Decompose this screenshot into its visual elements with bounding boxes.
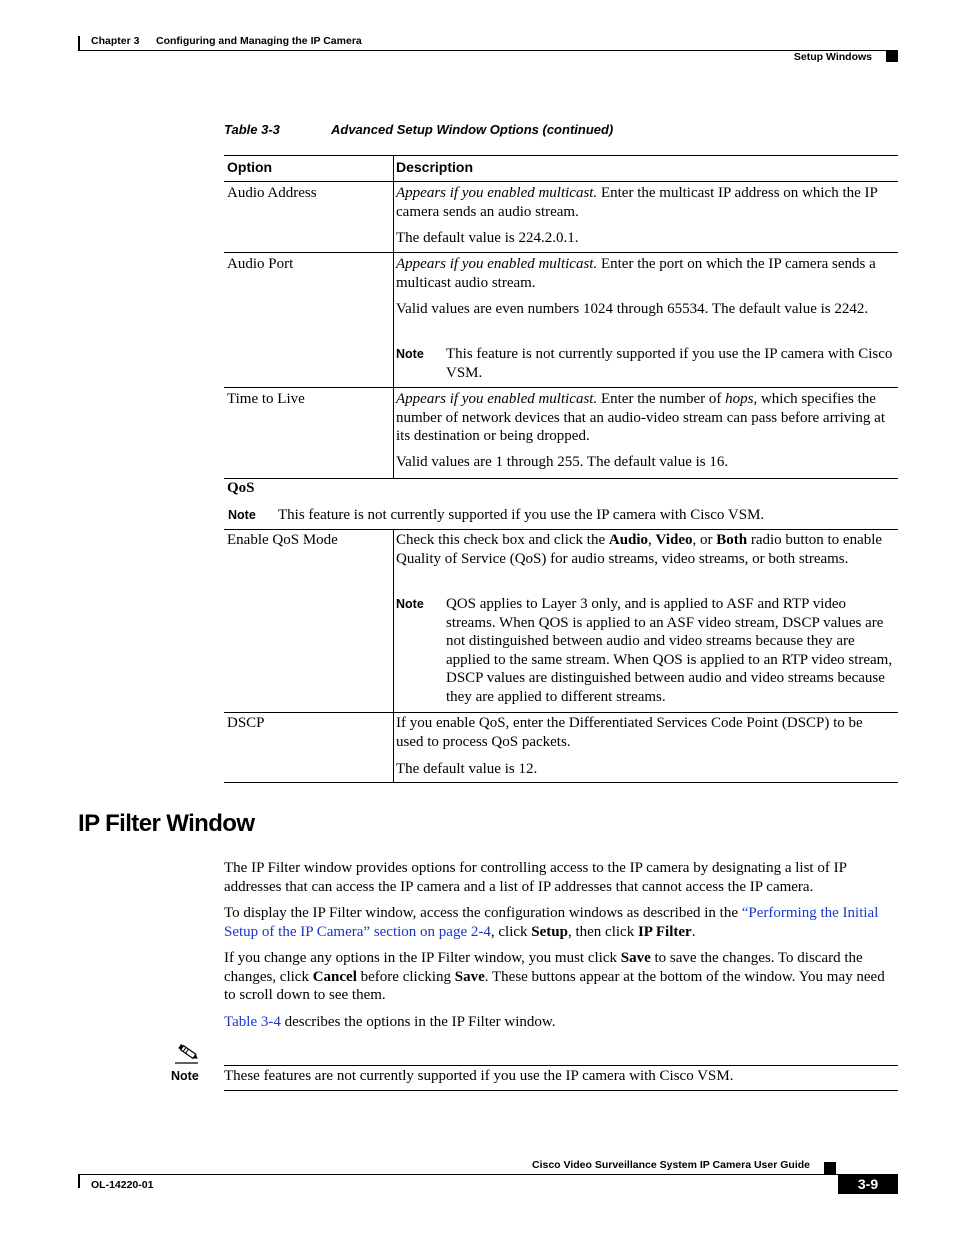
header-section: Setup Windows [793, 51, 872, 63]
text: . [691, 923, 696, 940]
qos-heading: QoS [227, 480, 255, 496]
row-rule [224, 387, 898, 388]
col-description-header: Description [396, 159, 474, 175]
header-chapter-title: Configuring and Managing the IP Camera [156, 35, 362, 47]
note-text: This feature is not currently supported if you use the IP camera with Cisco VSM. [446, 346, 893, 381]
footer-guide-title: Cisco Video Surveillance System IP Camera User Guide [532, 1159, 810, 1171]
footer-marker [824, 1162, 836, 1174]
row-description: If you enable QoS, enter the Differentiated Services Code Point (DSCP) to be used to process QoS packets. [396, 715, 863, 750]
desc-italic: Appears if you enabled multicast. [396, 256, 598, 272]
desc-bold: Both [716, 532, 748, 548]
table-caption-title: Advanced Setup Window Options (continued) [331, 122, 614, 137]
row-rule [224, 529, 898, 530]
row-description [396, 531, 886, 568]
desc-bold: Audio [608, 532, 649, 548]
text: If you change any options in the IP Filter window, you must click [224, 950, 621, 966]
text: . These buttons appear at the bottom of the window. You may need to scroll down to see them. [224, 968, 885, 1004]
table-bottom-rule [224, 782, 898, 783]
pencil-icon [174, 1042, 200, 1066]
row-option: Time to Live [227, 391, 305, 407]
text: , then click [567, 923, 638, 940]
paragraph-2 [224, 904, 898, 941]
row-description [396, 184, 896, 221]
row-description [396, 255, 896, 292]
row-option: Audio Port [227, 256, 294, 272]
row-extra: The default value is 12. [396, 761, 538, 777]
table-top-rule [224, 155, 898, 156]
text: to save the changes. To discard the changes, click [224, 950, 863, 985]
note-bottom-rule [224, 1090, 898, 1091]
row-extra: Valid values are even numbers 1024 through 65534. The default value is 2242. [396, 301, 869, 317]
desc-text: Check this check box and click the [396, 532, 609, 548]
bold-text: Save [454, 968, 485, 985]
text: describes the options in the IP Filter window. [280, 1014, 556, 1030]
text: , click [490, 923, 532, 940]
text: before clicking [356, 968, 455, 985]
desc-text: Enter the number of [597, 391, 726, 407]
desc-italic: Appears if you enabled multicast. [396, 185, 598, 201]
bold-text: Save [620, 950, 651, 966]
table-col-divider [393, 155, 394, 478]
note-label: Note [396, 347, 424, 361]
col-option-header: Option [227, 159, 273, 175]
header-marker [886, 50, 898, 62]
desc-text: , [648, 532, 656, 548]
desc-text: Enter the multicast IP address on which the IP camera sends an audio stream. [396, 185, 878, 220]
desc-text: , which specifies the number of network devices that an audio-video stream can pass before arriving at its destination or being dropped. [396, 391, 885, 445]
header-chapter: Chapter 3 [91, 35, 140, 47]
note-top-rule [224, 1065, 898, 1066]
desc-italic: Appears if you enabled multicast. [396, 391, 598, 407]
row-option: DSCP [227, 715, 265, 731]
footer-left-bar [78, 1174, 80, 1188]
note-label: Note [171, 1069, 199, 1083]
row-extra: Valid values are 1 through 255. The default value is 16. [396, 454, 729, 470]
desc-bold: Video [655, 532, 693, 548]
footer-rule [78, 1174, 898, 1175]
desc-text: Enter the port on which the IP camera sends a multicast audio stream. [396, 256, 876, 291]
row-rule [224, 712, 898, 713]
row-description [396, 390, 896, 446]
row-rule [224, 478, 898, 479]
qos-note-text: This feature is not currently supported if you use the IP camera with Cisco VSM. [278, 507, 765, 523]
table-caption-label: Table 3-3 [224, 122, 280, 137]
page-number: 3-9 [857, 1176, 879, 1192]
performing-initial-setup-link[interactable]: “Performing the Initial Setup of the IP Camera” section on page 2-4 [224, 905, 879, 940]
desc-text: radio button to enable Quality of Service (QoS) for audio streams, video streams, or both streams. [396, 532, 883, 567]
footer-doc-number: OL-14220-01 [91, 1179, 154, 1191]
row-option: Audio Address [227, 185, 317, 201]
desc-text: , or [692, 532, 717, 548]
paragraph-1: The IP Filter window provides options for controlling access to the IP camera by designating a list of IP addresses that can access the IP camera and a list of IP addresses that cannot access the IP camera. [224, 860, 847, 895]
text: To display the IP Filter window, access the configuration windows as described in the [224, 905, 742, 921]
paragraph-3 [224, 949, 898, 1005]
bold-text: IP Filter [637, 923, 692, 940]
section-title: IP Filter Window [78, 810, 255, 837]
table-3-4-link[interactable]: Table 3-4 [224, 1014, 281, 1030]
note-text: QOS applies to Layer 3 only, and is applied to ASF and RTP video streams. When QOS is applied to an ASF video stream, DSCP values are not distinguished between audio and video streams because they are applied to the same stream. When QOS is applied to an RTP video stream, DSCP values are distinguished between audio and video streams because they are applied to different streams. [446, 596, 893, 705]
row-option: Enable QoS Mode [227, 532, 338, 548]
table-header-rule [224, 181, 898, 182]
note-label: Note [396, 597, 424, 611]
qos-note-label: Note [228, 508, 256, 522]
row-extra: The default value is 224.2.0.1. [396, 230, 579, 246]
desc-italic-hops: hops [725, 391, 754, 407]
header-left-bar [78, 36, 80, 50]
row-rule [224, 252, 898, 253]
paragraph-4 [224, 1013, 898, 1032]
bold-text: Cancel [312, 968, 357, 985]
note-text: These features are not currently supported if you use the IP camera with Cisco VSM. [224, 1068, 734, 1084]
bold-text: Setup [531, 923, 568, 940]
table-col-divider-qos [393, 529, 394, 783]
